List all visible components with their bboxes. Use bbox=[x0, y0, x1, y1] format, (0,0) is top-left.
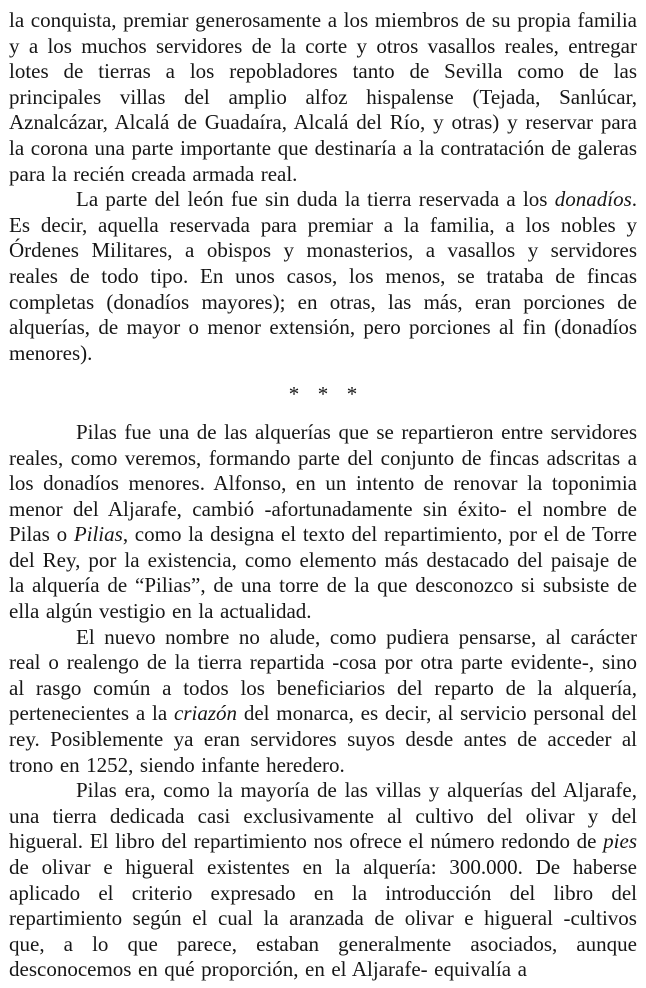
italic-term-criazon: criazón bbox=[174, 701, 238, 726]
paragraph-pilas-alqueria bbox=[9, 420, 637, 625]
paragraph-text: Pilas fue una de las alquerías que se repartieron entre servidores reales, como veremos, formando parte del conjunto de fincas adscritas a los donadíos menores. Alfonso, en un intento de renovar la toponimia menor del Aljarafe, cambió -afortunadamente sin éxito- el nombre de Pilas o bbox=[9, 419, 637, 547]
paragraph-text: El nuevo nombre no alude, como pudiera pensarse, al carácter real o realengo de la tierra repartida -cosa por otra parte evidente-, sino al rasgo común a todos los beneficiarios del reparto de la alquería, pertenecientes a la bbox=[9, 624, 637, 726]
paragraph-text: , como la designa el texto del repartimiento, por el de Torre del Rey, por la existencia, como elemento más destacado del paisaje de la alquería de “Pilias”, de una torre de la que desconozco si subsiste de ella algún vestigio en la actualidad. bbox=[9, 522, 637, 624]
paragraph-nuevo-nombre bbox=[9, 625, 637, 779]
paragraph-text: La parte del león fue sin duda la tierra reservada a los bbox=[76, 187, 555, 212]
paragraph-conquista bbox=[9, 8, 637, 187]
paragraph-text: la conquista, premiar generosamente a los miembros de su propia familia y a los muchos servidores de la corte y otros vasallos reales, entregar lotes de tierras a los repobladores tanto de Sevilla como de las principales villas del amplio alfoz hispalense (Tejada, Sanlúcar, Aznalcázar, Alcalá de Guadaíra, Alcalá del Río, y otras) y reservar para la corona una parte importante que destinaría a la contratación de galeras para la recién creada armada real. bbox=[9, 8, 637, 186]
italic-term-pilias: Pilias bbox=[73, 522, 123, 547]
paragraph-text: . Es decir, aquella reservada para premiar a la familia, a los nobles y Órdenes Militares, a obispos y monasterios, a vasallos y servidores reales de todo tipo. En unos casos, los menos, se trataba de fincas completas (donadíos mayores); en otras, las más, eran porciones de alquerías, de mayor o menor extensión, pero porciones al fin (donadíos menores). bbox=[9, 187, 637, 365]
paragraph-text: Pilas era, como la mayoría de las villas y alquerías del Aljarafe, una tierra dedicada casi exclusivamente al cultivo del olivar y del higueral. El libro del repartimiento nos ofrece el número redondo de bbox=[9, 778, 637, 854]
paragraph-donadios bbox=[9, 187, 637, 366]
italic-term-donadios: donadíos bbox=[554, 187, 632, 212]
paragraph-text: de olivar e higueral existentes en la alquería: 300.000. De haberse aplicado el criterio expresado en la introducción del libro del repartimiento según el cual la aranzada de olivar e higueral -cultivos que, a lo que parece, estaban generalmente asociados, aunque desconocemos en qué proporción, en el Aljarafe- equivalía a bbox=[9, 855, 637, 982]
italic-term-pies: pies bbox=[603, 829, 637, 854]
paragraph-olivar bbox=[9, 778, 637, 983]
paragraph-text: del monarca, es decir, al servicio personal del rey. Posiblemente ya eran servidores suyos desde antes de acceder al trono en 1252, siendo infante heredero. bbox=[9, 701, 637, 777]
section-separator: * * * bbox=[288, 382, 364, 407]
